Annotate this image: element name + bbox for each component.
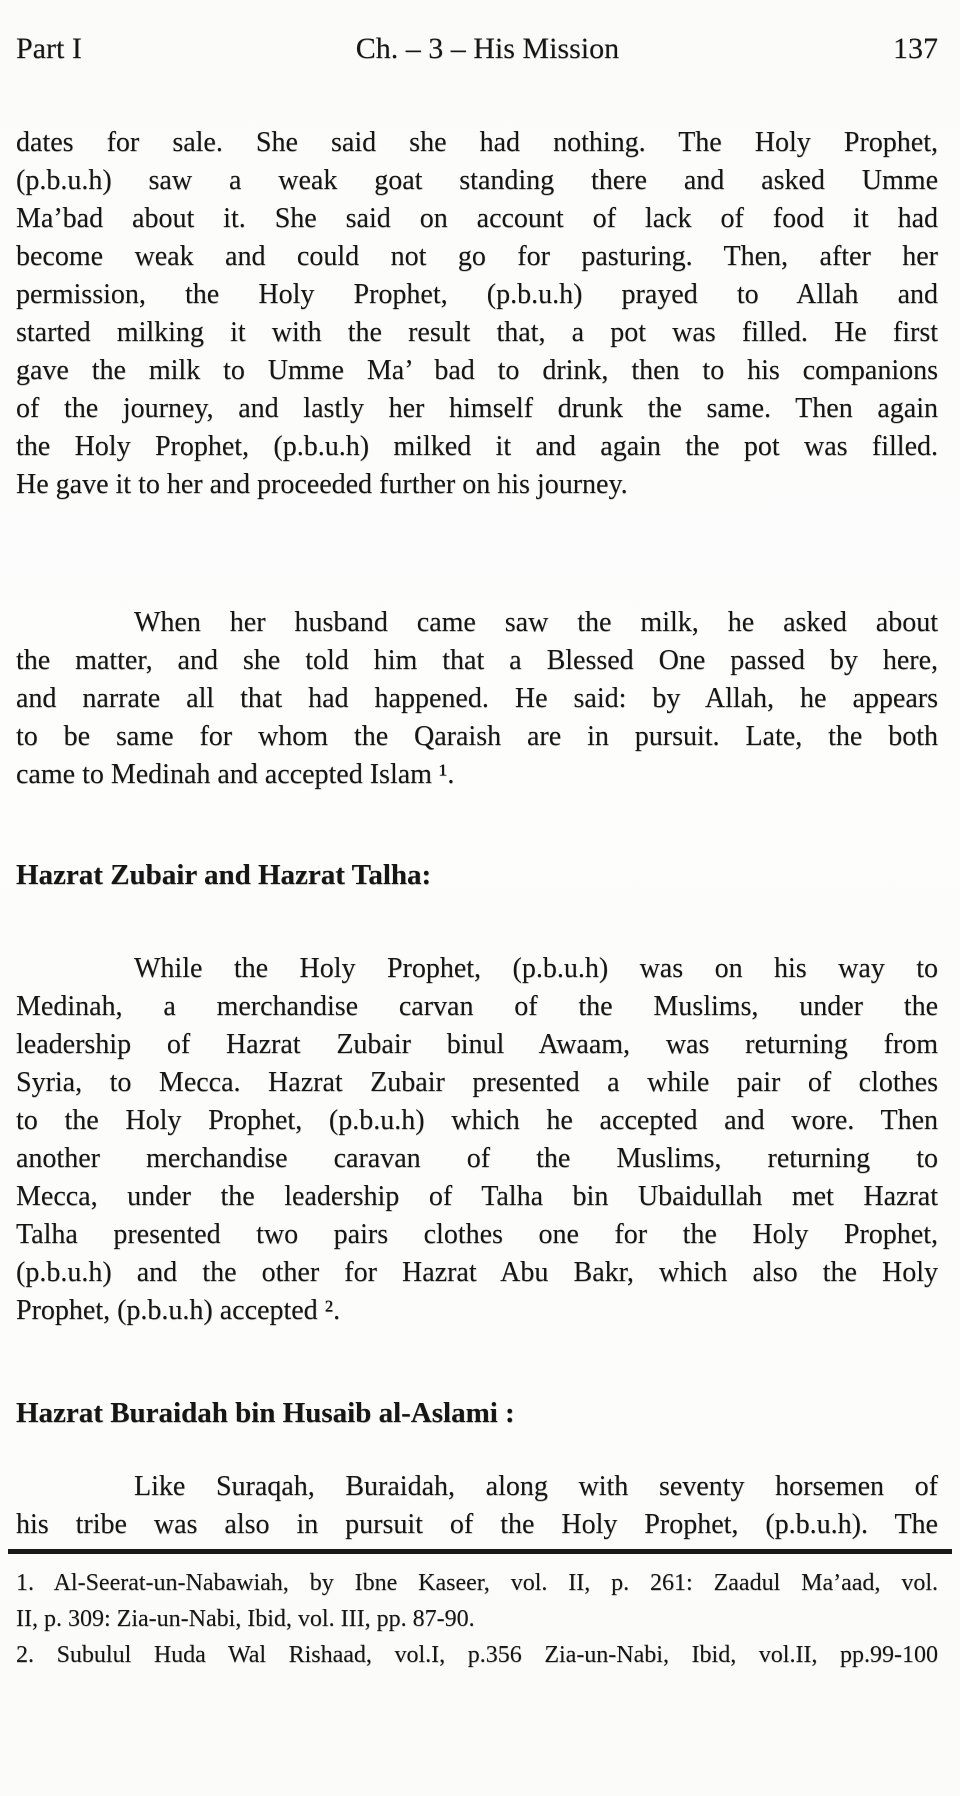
text-line: Syria, to Mecca. Hazrat Zubair presented a while pair of clothes — [16, 1067, 938, 1098]
footnotes-section — [16, 1565, 938, 1673]
header-page-number: 137 — [893, 32, 938, 65]
text-line: II, p. 309: Zia-un-Nabi, Ibid, vol. III, pp. 87-90. — [16, 1606, 475, 1632]
text-line: 2. Subulul Huda Wal Rishaad, vol.I, p.356 Zia-un-Nabi, Ibid, vol.II, pp.99-100 — [16, 1642, 938, 1668]
text-line: the matter, and she told him that a Blessed One passed by here, — [16, 645, 938, 676]
header-chapter-title: Ch. – 3 – His Mission — [355, 32, 620, 65]
section-heading-zubair-talha: Hazrat Zubair and Hazrat Talha: — [16, 859, 432, 891]
footnote-1 — [16, 1565, 938, 1637]
page-header — [16, 0, 938, 68]
text-line: permission, the Holy Prophet, (p.b.u.h) prayed to Allah and — [16, 279, 938, 310]
text-line: and narrate all that had happened. He said: by Allah, he appears — [16, 683, 938, 714]
paragraph-husband-milk — [16, 604, 938, 794]
text-line: another merchandise caravan of the Muslims, returning to — [16, 1143, 938, 1174]
text-line: Mecca, under the leadership of Talha bin Ubaidullah met Hazrat — [16, 1181, 938, 1212]
text-line: of the journey, and lastly her himself drunk the same. Then again — [16, 393, 938, 424]
text-line: the Holy Prophet, (p.b.u.h) milked it and again the pot was filled. — [16, 431, 938, 462]
text-line: came to Medinah and accepted Islam ¹. — [16, 759, 455, 790]
text-line: Medinah, a merchandise carvan of the Muslims, under the — [16, 991, 938, 1022]
text-line: Like Suraqah, Buraidah, along with seventy horsemen of — [134, 1471, 938, 1502]
text-line: (p.b.u.h) saw a weak goat standing there and asked Umme — [16, 165, 938, 196]
text-line: Talha presented two pairs clothes one for the Holy Prophet, — [16, 1219, 938, 1250]
section-heading-buraidah: Hazrat Buraidah bin Husaib al-Aslami : — [16, 1397, 515, 1429]
text-line: to the Holy Prophet, (p.b.u.h) which he accepted and wore. Then — [16, 1105, 938, 1136]
text-line: Prophet, (p.b.u.h) accepted ². — [16, 1295, 341, 1326]
header-part-label: Part I — [16, 32, 82, 65]
text-line: While the Holy Prophet, (p.b.u.h) was on his way to — [134, 953, 938, 984]
text-line: When her husband came saw the milk, he asked about — [134, 607, 938, 638]
paragraph-umme-mabad-goat — [16, 124, 938, 504]
text-line: become weak and could not go for pasturing. Then, after her — [16, 241, 938, 272]
text-line: (p.b.u.h) and the other for Hazrat Abu Bakr, which also the Holy — [16, 1257, 938, 1288]
text-line: 1. Al-Seerat-un-Nabawiah, by Ibne Kaseer, vol. II, p. 261: Zaadul Ma’aad, vol. — [16, 1570, 938, 1596]
text-line: leadership of Hazrat Zubair binul Awaam, was returning from — [16, 1029, 938, 1060]
footnote-separator-rule — [8, 1549, 952, 1554]
footnote-2 — [16, 1637, 938, 1673]
text-line: Ma’bad about it. She said on account of lack of food it had — [16, 203, 938, 234]
text-line: gave the milk to Umme Ma’ bad to drink, then to his companions — [16, 355, 938, 386]
text-line: dates for sale. She said she had nothing. The Holy Prophet, — [16, 127, 938, 158]
text-line: to be same for whom the Qaraish are in pursuit. Late, the both — [16, 721, 938, 752]
text-line: his tribe was also in pursuit of the Holy Prophet, (p.b.u.h). The — [16, 1509, 938, 1540]
paragraph-caravan-clothes — [16, 950, 938, 1330]
text-line: He gave it to her and proceeded further on his journey. — [16, 469, 628, 500]
paragraph-buraidah-pursuit — [16, 1468, 938, 1544]
text-line: started milking it with the result that, a pot was filled. He first — [16, 317, 938, 348]
